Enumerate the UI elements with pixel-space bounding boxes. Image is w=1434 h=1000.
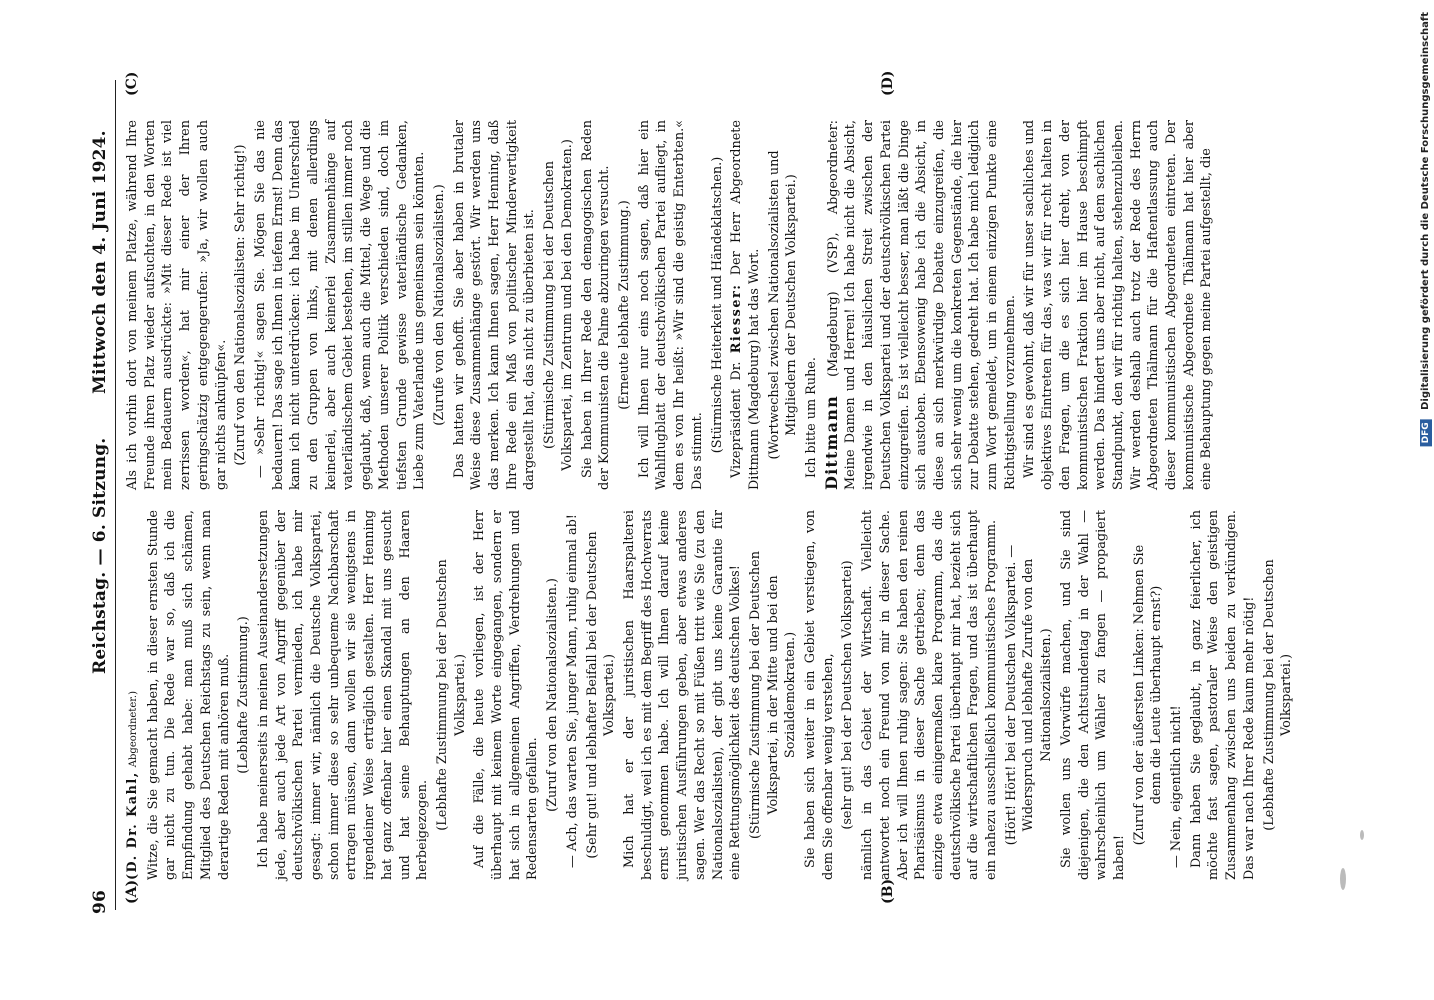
header-rule	[115, 80, 116, 910]
speaker-note: Abgeordneter.)	[128, 691, 139, 768]
paragraph-text: Ich habe meinerseits in meinen Auseinandersetzungen jede, aber auch jede Art von Angriff gegenüber der deutschvölkischen Partei vermieden, ich habe mir gesagt: immer wir, nämlich die Deutsche Volkspartei, schon immer diese so sehr unbequeme Nachbarschaft ertragen müssen, dann wollen wir sie wenigstens in irgendeiner Weise erträglich gestalten. Herr Henning hat ganz offenbar hier einen Skandal mit uns gesucht und hat seine Behauptungen an den Haaren herbeigezogen.	[255, 510, 431, 880]
paragraph	[1168, 510, 1186, 880]
paragraph-text: Witze, die Sie gemacht haben, in dieser ernsten Stunde gar nicht zu tun. Die Rede war so, daß ich die Empfindung gehabt habe: man muß sich schämen, Mitglied des Deutschen Reichstags zu sein, wenn man derartige Reden mit anhören muß.	[145, 510, 232, 880]
paragraph	[728, 120, 763, 490]
margin-letter-a: (A)	[124, 879, 140, 904]
margin-letter-d: (D)	[880, 70, 896, 96]
paragraph-text: (Lebhafte Zustimmung bei der Deutschen Volkspartei.)	[434, 559, 468, 831]
paragraph-text: (Lebhafte Zustimmung.)	[236, 616, 252, 774]
interjection	[766, 120, 801, 490]
paragraph	[124, 120, 230, 490]
paragraph-text: Dann haben Sie geglaubt, in ganz feierlicher, ich möchte fast sagen, pastoraler Weise den geistigen Zusammenhang zwischen uns beiden zu verkündigen. Das war nach Ihrer Rede kaum mehr nötig!	[1188, 510, 1257, 880]
interjection	[616, 120, 634, 490]
paragraph	[621, 510, 745, 880]
paragraph-text: Wir sind es gewohnt, daß wir für unser sachliches und objektives Eintreten für das, was wir für recht halten in den Fragen, um die es sich hier dreht, von der kommunistischen Fraktion hier im Hause beschimpft werden. Das hindert uns aber nicht, auf dem sachlichen Standpunkt, den wir für richtig halten, stehenzubleiben. Wir werden deshalb auch trotz der Rede des Herrn Abgeordneten Thälmann für die Haftentlassung auch dieser kommunistischen Abgeordneten eintreten. Der kommunistische Abgeordnete Thälmann hat hier aber eine Behauptung gegen meine Partei aufgestellt, die	[1022, 120, 1215, 490]
speaker-name: Dittmann	[821, 395, 841, 490]
paragraph	[1058, 510, 1129, 880]
interjection	[232, 120, 250, 490]
paragraph-text: Sie haben in Ihrer Rede den demagogischen Reden der Kommunisten die Palme abzuringen versucht.	[579, 120, 613, 490]
paragraph	[1021, 120, 1216, 490]
interjection	[434, 510, 469, 880]
interjection	[1003, 510, 1056, 880]
interjection	[235, 510, 253, 880]
speaker-name: (D. Dr. Kahl,	[125, 771, 140, 880]
digitization-credit	[1420, 12, 1432, 446]
paragraph-text: Das hatten wir gehofft. Sie aber haben in brutaler Weise diese Zusammenhänge gestört. Wir werden uns das merken. Ich kann Ihnen sagen, Herr Henning, daß Ihre Rede ein Maß von politischer Minderwertigkeit dargestellt hat, das nicht zu überbieten ist.	[451, 120, 538, 490]
paragraph-text: Sie haben sich weiter in ein Gebiet verstiegen, von dem Sie offenbar wenig verstehen,	[803, 510, 836, 880]
left-text-column	[124, 510, 1298, 880]
paragraph-text: (Lebhafte Zustimmung bei der Deutschen Volkspartei.)	[1261, 559, 1295, 831]
right-text-column	[124, 120, 1218, 490]
interjection	[1131, 510, 1166, 880]
paragraph-text: — »Sehr richtig!« sagen Sie. Mögen Sie das nie bedauern! Das sage ich Ihnen in tiefem Ernst! Denn das kann ich nicht unterdrücken: ich habe im Unterschied zu den Gruppen von links, mit denen allerdings keinerlei, aber auch keinerlei Zusammenhänge auf vaterländischem Gebiet bestehen, im stillen immer noch geglaubt, daß, wenn auch die Mittel, die Wege und die Methoden unserer Politik verschieden sind, doch im tiefsten Grunde gewisse vaterländische Gedanken, Liebe zum Vaterlande uns gemeinsam sein könnten.	[252, 120, 428, 490]
paragraph-text: (Zuruf von der äußersten Linken: Nehmen Sie denn die Leute überhaupt ernst?)	[1131, 544, 1165, 846]
paragraph	[124, 510, 143, 880]
interjection	[747, 510, 800, 880]
paragraph	[802, 510, 837, 880]
paragraph-text: (sehr gut! bei der Deutschen Volkspartei)	[840, 560, 856, 830]
paragraph	[471, 510, 542, 880]
interjection	[541, 120, 576, 490]
paragraph-text: (Stürmische Heiterkeit und Händeklatschen.)	[709, 156, 725, 454]
dfg-logo: DFG	[1420, 419, 1432, 446]
paragraph-text: (Wortwechsel zwischen Nationalsozialisten und Mitgliedern der Deutschen Volkspartei.)	[766, 150, 800, 460]
paragraph-text: Auf die Fälle, die heute vorliegen, ist der Herr überhaupt mit keinem Worte eingegangen, sondern er hat sich in allgemeinen Angriffen, Verdrehungen und Redensarten gefallen.	[472, 510, 541, 880]
header-title: Reichstag. — 6. Sitzung.	[90, 437, 110, 674]
paragraph	[579, 120, 614, 490]
page-header	[90, 74, 116, 914]
paragraph-text: Sie wollen uns Vorwürfe machen, und Sie sind diejenigen, die den Achtstundentag in der Wahl — wahrscheinlich um Wähler zu fangen — propagiert haben!	[1058, 510, 1127, 880]
paragraph-text: (Zurufe von den Nationalsozialisten.)	[431, 184, 447, 426]
paragraph-text: nämlich in das Gebiet der Wirtschaft. Vielleicht antwortet noch ein Freund von mir in dieser Sache. Aber ich will Ihnen ruhig sagen: Sie haben den reinen Pharisäismus in dieser Sache getrieben; denn das einzige etwa einigermaßen klare Programm, das die deutschvölkische Partei überhaupt mir hat, bezieht sich auf die wirtschaftlichen Fragen, und das ist überhaupt ein nahezu ausschließlich kommunistisches Programm.	[860, 510, 1000, 880]
paragraph-text: Der Herr Abgeordnete Dittmann (Magdeburg) hat das Wort.	[729, 120, 762, 490]
paragraph	[145, 510, 234, 880]
interjection	[1261, 510, 1296, 880]
paragraph	[1188, 510, 1259, 880]
paragraph	[803, 120, 821, 490]
paragraph-text: (Magdeburg) (VSP), Abgeordneter: Meine Damen und Herren! Ich habe nicht die Absicht, irgendwie in den häuslichen Streit zwischen der Deutschen Volkspartei und der deutschvölkischen Partei einzugreifen. Es ist vielleicht besser, man läßt die Dinge sich austoben. Ebensowenig habe ich die Absicht, in diese an sich merkwürdige Debatte einzugreifen, die sich sehr wenig um die konkreten Gegenstände, die hier zur Debatte stehen, gedreht hat. Ich habe mich lediglich zum Wort gemeldet, um in einem einzigen Punkte eine Richtigstellung vorzunehmen.	[825, 120, 1018, 490]
paragraph	[255, 510, 432, 880]
paragraph-text: Ich will Ihnen nur eins noch sagen, daß hier ein Wahlflugblatt der deutschvölkischen Partei aufliegt, in dem es von Ihr heißt: »Wir sind die geistig Enterbten.« Das stimmt.	[636, 120, 705, 490]
interjection	[839, 510, 857, 880]
paragraph	[859, 510, 1001, 880]
paragraph-text: Ich bitte um Ruhe.	[804, 357, 820, 478]
speaker-name: Riesser:	[729, 283, 745, 354]
paragraph-text: (Zuruf von den Nationalsozialisten: Sehr richtig!)	[233, 144, 249, 466]
paragraph-text: — Ach, das warten Sie, junger Mann, ruhig einmal ab!	[564, 514, 580, 868]
paragraph-text: (Stürmische Zustimmung bei der Deutschen Volkspartei, im Zentrum und bei den Demokraten.)	[542, 139, 575, 471]
paragraph-text: (Hört! Hört! bei der Deutschen Volkspartei. — Widerspruch und lebhafte Zurufe von den Nationalsozialisten.)	[1003, 544, 1055, 846]
paragraph	[451, 120, 540, 490]
scan-smudge	[1340, 868, 1346, 890]
paragraph-text: Mich hat er der juristischen Haarspalterei beschuldigt, weil ich es mit dem Begriff des Hochverrats ernst genommen habe. Ich will Ihnen darauf keine juristischen Ausführungen geben, aber etwas anderes sagen. Wer das Recht so mit Füßen tritt wie Sie (zu den Nationalsozialisten), der gibt uns keine Garantie für eine Rettungsmöglichkeit des deutschen Volkes!	[621, 510, 744, 880]
scan-smudge	[1360, 830, 1364, 840]
page-number: 96	[90, 889, 110, 914]
paragraph	[636, 120, 707, 490]
margin-letter-b: (B)	[880, 878, 896, 904]
interjection	[709, 120, 727, 490]
paragraph-text: Als ich vorhin dort von meinem Platze, während Ihre Freunde ihren Platz wieder aufsuchten, in den Worten mein Bedauern ausdrückte: »Mit dieser Rede ist viel zerrissen worden«, hat mir einer der Ihren geringschätzig entgegengerufen: »Ja, wir wollen auch gar nichts anknüpfen«.	[125, 120, 229, 490]
interjection	[544, 510, 562, 880]
header-date: Mittwoch den 4. Juni 1924.	[90, 130, 110, 394]
paragraph-text: — Nein, eigentlich nicht!	[1169, 705, 1185, 868]
paragraph-text: (Erneute lebhafte Zustimmung.)	[616, 200, 632, 410]
margin-letter-c: (C)	[124, 71, 140, 96]
paragraph	[564, 510, 582, 880]
interjection	[584, 510, 619, 880]
paragraph-text: (Zuruf von den Nationalsozialisten.)	[545, 578, 561, 812]
interjection	[431, 120, 449, 490]
digitization-credit-text: Digitalisierung gefördert durch die Deutsche Forschungsgemeinschaft	[1420, 12, 1431, 410]
paragraph-text: (Sehr gut! und lebhafter Beifall bei der Deutschen Volkspartei.)	[584, 531, 618, 859]
paragraph	[823, 120, 1020, 490]
paragraph	[252, 120, 429, 490]
speaker-prefix: Vizepräsident Dr.	[729, 353, 745, 478]
paragraph-text: (Stürmische Zustimmung bei der Deutschen Volkspartei, in der Mitte und bei den Sozialdemokraten.)	[747, 551, 799, 839]
